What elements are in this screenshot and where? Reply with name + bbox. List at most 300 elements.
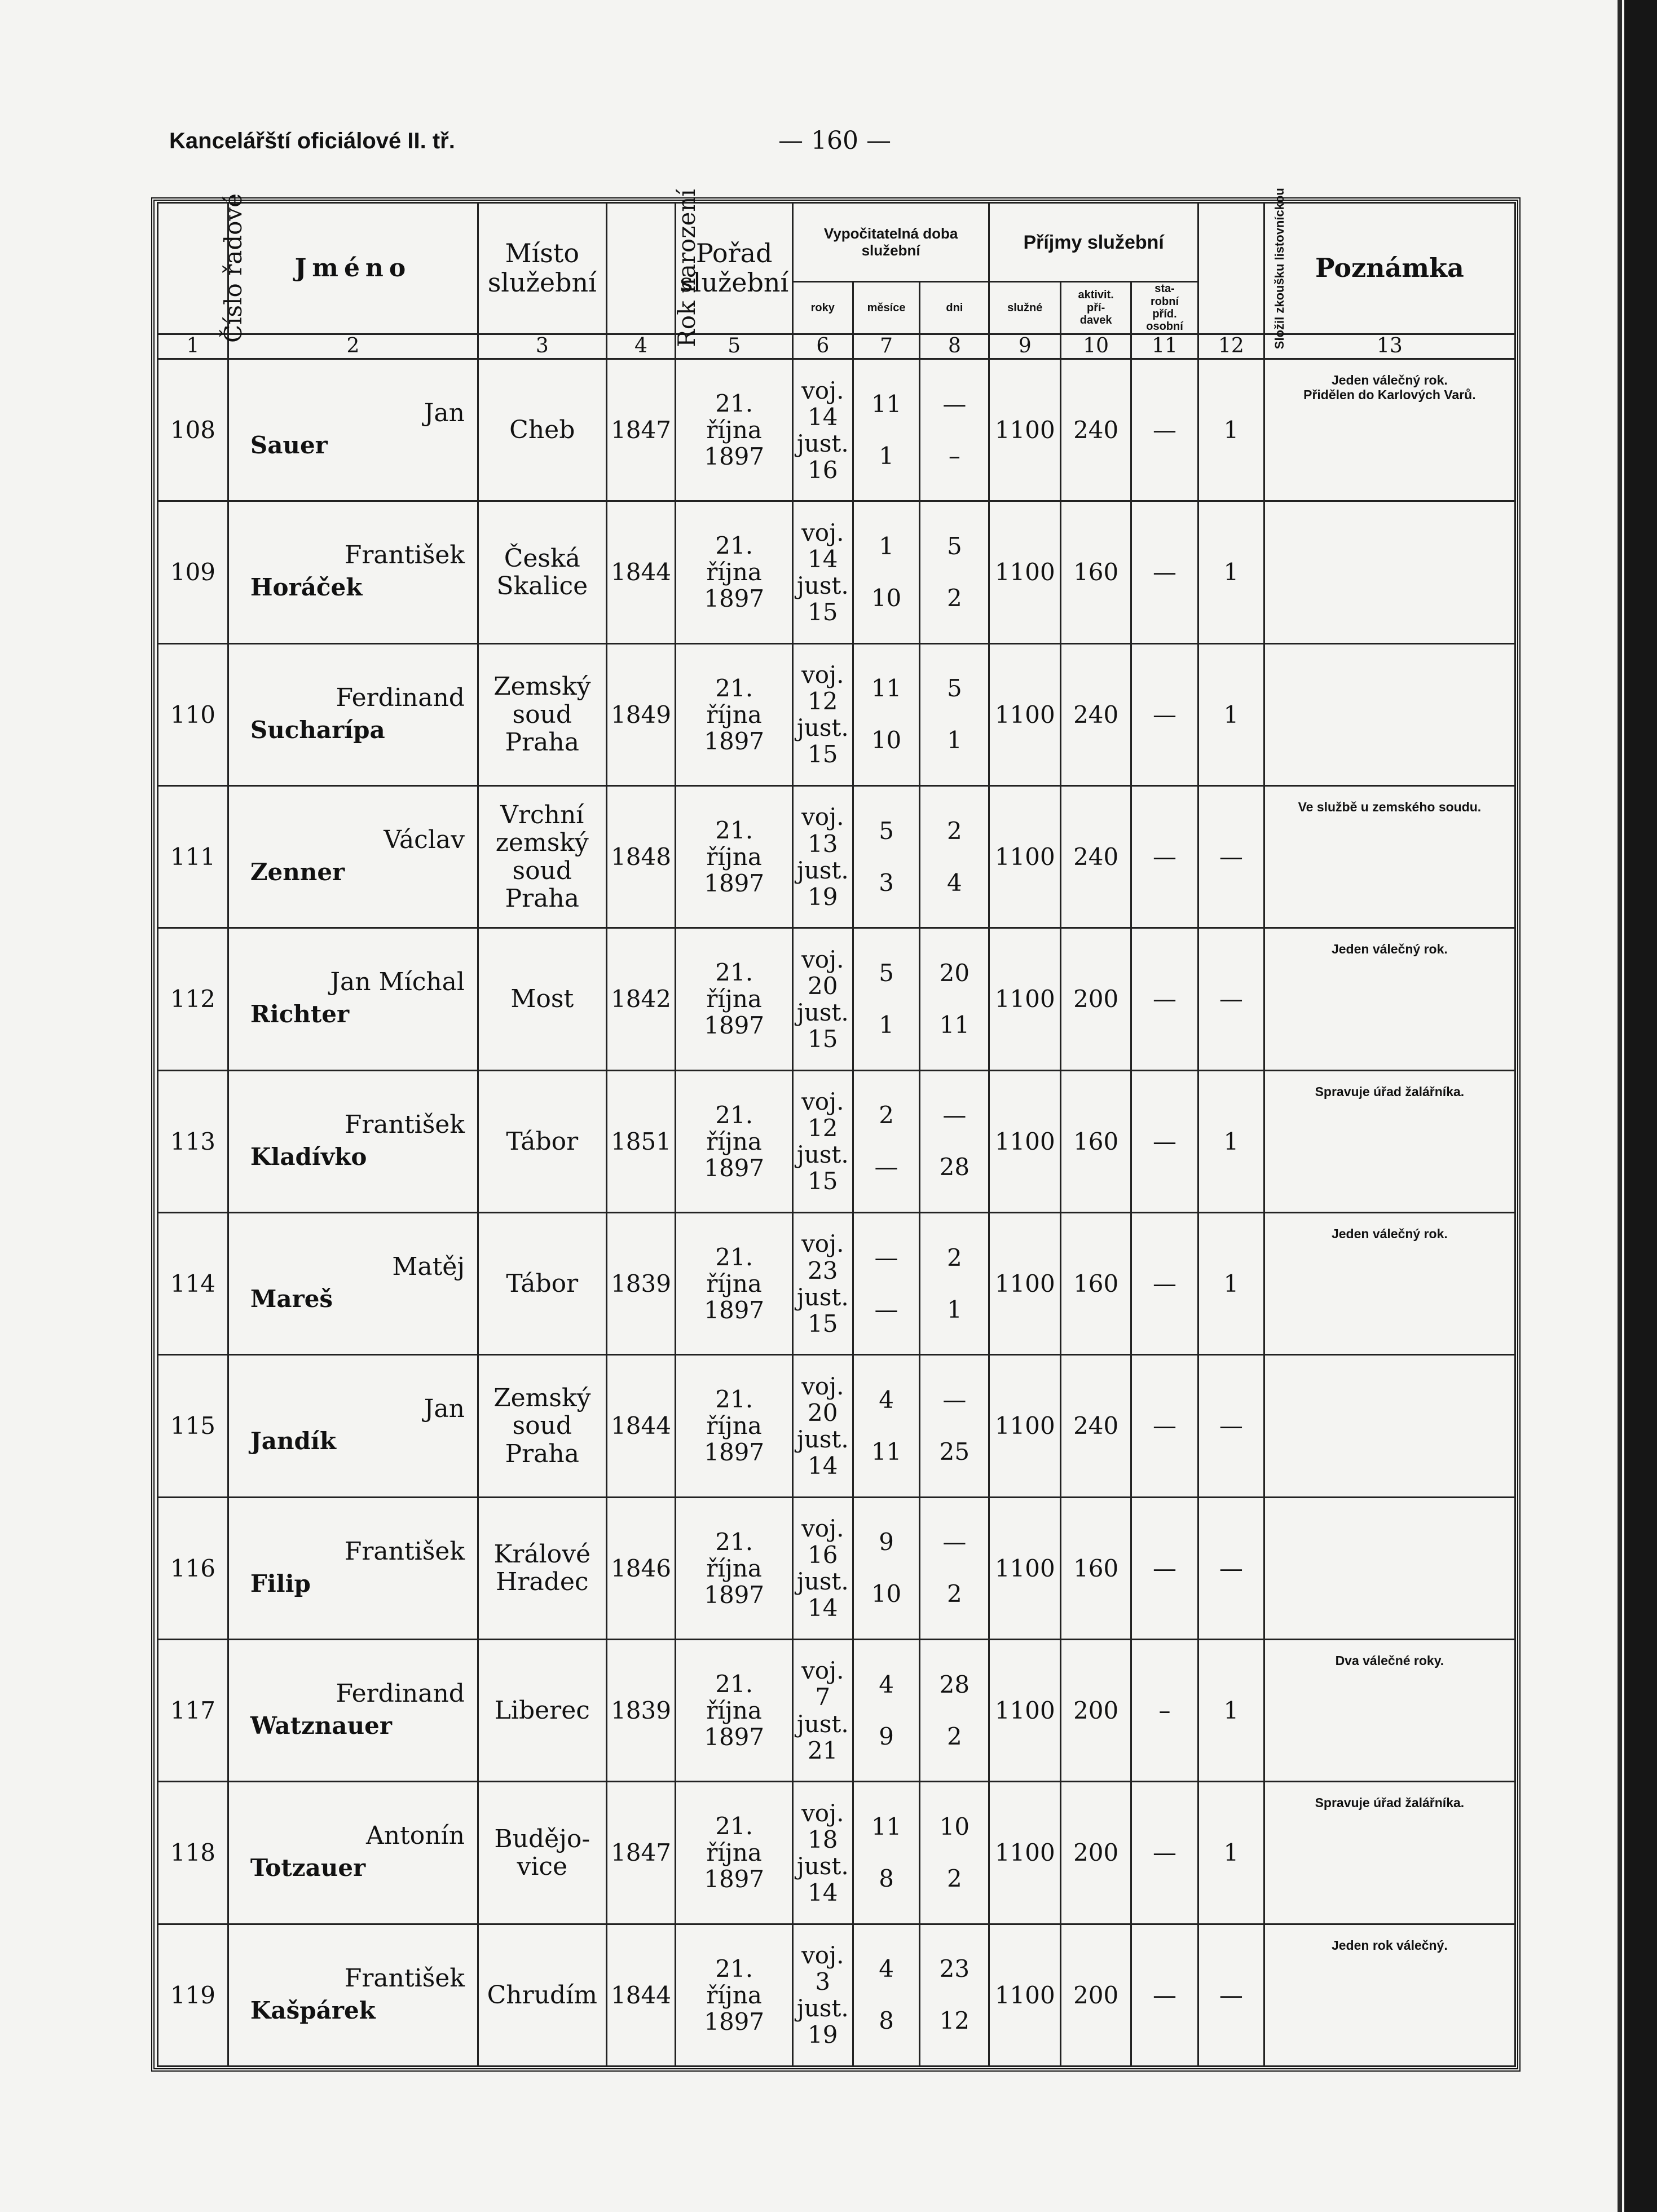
months-cell	[853, 1782, 920, 1924]
months-cell	[853, 1639, 920, 1781]
days-cell	[920, 1782, 989, 1924]
activity-allowance: 240	[1061, 1355, 1131, 1497]
activity-allowance: 240	[1061, 785, 1131, 928]
order-line: října	[706, 1554, 762, 1582]
order-line: října	[706, 416, 762, 444]
salary: 1100	[989, 1639, 1061, 1781]
remark-line: Přidělen do Karlových Varů.	[1303, 387, 1476, 402]
months-bottom: 8	[879, 2007, 894, 2035]
remark-line: Jeden válečný rok.	[1331, 372, 1448, 387]
header-zkouska: Složil zkoušku listovníckou	[1198, 203, 1264, 334]
order-cell	[676, 643, 792, 785]
given-name: Václav	[384, 825, 465, 854]
place-cell	[478, 928, 606, 1070]
exam-passed: 1	[1198, 1212, 1264, 1354]
order-line: 21.	[715, 390, 753, 418]
row-number: 117	[158, 1639, 228, 1781]
years-line: voj.	[801, 1230, 844, 1258]
order-cell	[676, 1355, 792, 1497]
years-line: 15	[808, 598, 838, 626]
remark-cell	[1264, 1212, 1515, 1354]
surname: Totzauer	[250, 1854, 366, 1882]
personal-allowance: —	[1131, 359, 1198, 501]
days-top: —	[942, 1101, 967, 1129]
order-cell	[676, 501, 792, 643]
years-line: 20	[808, 1398, 838, 1427]
given-name: František	[344, 1537, 465, 1566]
months-cell	[853, 501, 920, 643]
activity-allowance: 160	[1061, 1497, 1131, 1639]
order-cell	[676, 928, 792, 1070]
order-line: října	[706, 558, 762, 586]
place-line: Česká	[504, 544, 580, 573]
days-bottom: 4	[947, 868, 962, 897]
months-top: 5	[879, 816, 894, 845]
order-cell	[676, 1639, 792, 1781]
days-bottom: 11	[939, 1010, 970, 1039]
order-line: 1897	[704, 443, 765, 471]
remark-cell	[1264, 643, 1515, 785]
table-row	[158, 1212, 1515, 1354]
years-line: 12	[808, 1114, 838, 1142]
birth-year: 1844	[606, 1924, 676, 2066]
order-line: 1897	[704, 1296, 765, 1324]
activity-allowance: 200	[1061, 928, 1131, 1070]
colnum: 2	[228, 334, 478, 359]
days-cell	[920, 359, 989, 501]
birth-year: 1851	[606, 1070, 676, 1212]
birth-year: 1839	[606, 1212, 676, 1354]
years-line: just.	[796, 856, 849, 884]
years-line: voj.	[801, 945, 844, 973]
place-cell	[478, 1212, 606, 1354]
months-top: 11	[871, 674, 902, 703]
order-line: října	[706, 843, 762, 871]
years-line: 15	[808, 1025, 838, 1053]
years-cell	[792, 1782, 853, 1924]
order-line: 21.	[715, 1812, 753, 1840]
given-name: František	[344, 1110, 465, 1139]
personal-allowance: —	[1131, 1070, 1198, 1212]
months-bottom: 1	[879, 1010, 894, 1039]
place-line: Budějo-	[494, 1824, 590, 1853]
order-line: 21.	[715, 1670, 753, 1698]
months-top: 11	[871, 390, 902, 418]
name-cell	[228, 1497, 478, 1639]
remark-cell	[1264, 1497, 1515, 1639]
remark-line: Ve službě u zemského soudu.	[1298, 799, 1482, 814]
table-row	[158, 1639, 1515, 1781]
name-cell	[228, 1782, 478, 1924]
months-cell	[853, 359, 920, 501]
months-top: 11	[871, 1812, 902, 1840]
given-name: František	[344, 1963, 465, 1993]
days-bottom: 2	[947, 1864, 962, 1892]
order-line: října	[706, 1127, 762, 1155]
months-cell	[853, 1070, 920, 1212]
activity-allowance: 240	[1061, 643, 1131, 785]
row-number: 113	[158, 1070, 228, 1212]
remark-cell	[1264, 1782, 1515, 1924]
order-line: 1897	[704, 727, 765, 755]
header-poznamka: Poznámka	[1264, 203, 1515, 334]
row-number: 109	[158, 501, 228, 643]
place-line: Zemský	[493, 672, 591, 701]
place-cell	[478, 1782, 606, 1924]
row-number: 110	[158, 643, 228, 785]
order-line: 21.	[715, 674, 753, 702]
years-line: just.	[796, 429, 849, 457]
salary: 1100	[989, 501, 1061, 643]
place-line: soud	[512, 1411, 572, 1441]
row-number: 116	[158, 1497, 228, 1639]
place-cell	[478, 1497, 606, 1639]
place-cell	[478, 785, 606, 928]
years-line: voj.	[801, 1799, 844, 1827]
birth-year: 1844	[606, 501, 676, 643]
remark-cell	[1264, 501, 1515, 643]
days-cell	[920, 1355, 989, 1497]
order-line: 21.	[715, 816, 753, 844]
days-cell	[920, 1497, 989, 1639]
given-name: Jan	[424, 398, 465, 427]
exam-passed: —	[1198, 1355, 1264, 1497]
running-title: Kancelářští oficiálové II. tř.	[169, 129, 455, 153]
order-cell	[676, 785, 792, 928]
years-line: 14	[808, 403, 838, 431]
exam-passed: 1	[1198, 359, 1264, 501]
surname: Sucharípa	[250, 716, 385, 744]
table-row	[158, 1497, 1515, 1639]
years-line: voj.	[801, 1941, 844, 1970]
order-line: 1897	[704, 1438, 765, 1467]
name-cell	[228, 1355, 478, 1497]
header-cislo: Číslo řadové	[158, 203, 228, 334]
order-line: 1897	[704, 1012, 765, 1040]
table-row	[158, 785, 1515, 928]
months-cell	[853, 928, 920, 1070]
years-line: 18	[808, 1825, 838, 1853]
name-cell	[228, 643, 478, 785]
years-line: 13	[808, 829, 838, 858]
days-top: 5	[947, 532, 962, 560]
order-line: října	[706, 1981, 762, 2009]
days-cell	[920, 1212, 989, 1354]
order-line: 1897	[704, 2007, 765, 2036]
salary: 1100	[989, 928, 1061, 1070]
years-line: voj.	[801, 1088, 844, 1116]
header-sluzne: služné	[989, 282, 1061, 334]
years-line: 7	[815, 1683, 831, 1711]
order-line: 1897	[704, 1723, 765, 1751]
table-row	[158, 359, 1515, 501]
salary: 1100	[989, 1782, 1061, 1924]
header-misto: Místo služební	[478, 203, 606, 334]
remark-cell	[1264, 785, 1515, 928]
personal-allowance: —	[1131, 1355, 1198, 1497]
order-line: 21.	[715, 1385, 753, 1414]
colnum: 1	[158, 334, 228, 359]
salary: 1100	[989, 1070, 1061, 1212]
years-line: 21	[808, 1736, 838, 1764]
place-line: Skalice	[496, 571, 588, 601]
salary: 1100	[989, 1212, 1061, 1354]
row-number: 111	[158, 785, 228, 928]
exam-passed: —	[1198, 1497, 1264, 1639]
days-bottom: 12	[939, 2007, 970, 2035]
months-bottom: 9	[879, 1722, 894, 1750]
days-top: 2	[947, 816, 962, 845]
days-bottom: 2	[947, 1580, 962, 1608]
years-line: just.	[796, 1852, 849, 1880]
personal-allowance: —	[1131, 1924, 1198, 2066]
header-starobni: sta- robní příd. osobní	[1131, 282, 1198, 334]
years-line: just.	[796, 571, 849, 599]
order-line: října	[706, 1412, 762, 1440]
birth-year: 1847	[606, 1782, 676, 1924]
colnum: 5	[676, 334, 792, 359]
colnum: 4	[606, 334, 676, 359]
surname: Jandík	[250, 1427, 336, 1455]
years-line: 14	[808, 1594, 838, 1622]
remark-cell	[1264, 928, 1515, 1070]
surname: Watznauer	[250, 1711, 392, 1739]
header-doba: Vypočitatelná doba služební	[792, 203, 989, 282]
salary: 1100	[989, 1924, 1061, 2066]
exam-passed: 1	[1198, 643, 1264, 785]
years-cell	[792, 643, 853, 785]
months-top: 4	[879, 1385, 894, 1414]
years-line: just.	[796, 1568, 849, 1596]
remark-line: Spravuje úřad žalářníka.	[1315, 1084, 1465, 1099]
years-line: 20	[808, 972, 838, 1000]
order-line: 1897	[704, 869, 765, 898]
surname: Horáček	[250, 573, 363, 602]
exam-passed: 1	[1198, 1782, 1264, 1924]
place-line: Praha	[505, 884, 579, 913]
years-line: voj.	[801, 661, 844, 689]
days-bottom: 1	[947, 1295, 962, 1323]
years-line: just.	[796, 998, 849, 1026]
years-line: voj.	[801, 1515, 844, 1543]
place-line: soud	[512, 700, 572, 729]
place-line: Zemský	[493, 1383, 591, 1412]
header-jmeno: Jméno	[228, 203, 478, 334]
header-mesice: měsíce	[853, 282, 920, 334]
salary: 1100	[989, 643, 1061, 785]
years-line: voj.	[801, 803, 844, 831]
years-line: 16	[808, 1541, 838, 1569]
order-cell	[676, 1212, 792, 1354]
scan-border	[1624, 0, 1657, 2212]
years-line: 19	[808, 882, 838, 911]
given-name: Ferdinand	[336, 1679, 465, 1708]
exam-passed: 1	[1198, 1070, 1264, 1212]
years-line: 15	[808, 1167, 838, 1195]
activity-allowance: 240	[1061, 359, 1131, 501]
days-bottom: –	[948, 441, 960, 470]
years-line: just.	[796, 1994, 849, 2023]
years-cell	[792, 1639, 853, 1781]
remark-line: Jeden válečný rok.	[1331, 1226, 1448, 1241]
months-bottom: 11	[871, 1437, 902, 1465]
place-cell	[478, 1355, 606, 1497]
row-number: 108	[158, 359, 228, 501]
header-porad: Pořad služební	[676, 203, 792, 334]
years-line: 14	[808, 1451, 838, 1480]
table-row	[158, 928, 1515, 1070]
row-number: 114	[158, 1212, 228, 1354]
remark-cell	[1264, 1924, 1515, 2066]
months-bottom: 10	[871, 1580, 902, 1608]
salary: 1100	[989, 1497, 1061, 1639]
days-bottom: 1	[947, 726, 962, 754]
months-top: 4	[879, 1670, 894, 1698]
exam-passed: —	[1198, 928, 1264, 1070]
place-line: Chrudím	[487, 1980, 597, 2010]
place-line: Liberec	[494, 1696, 590, 1725]
name-cell	[228, 1070, 478, 1212]
name-cell	[228, 1924, 478, 2066]
activity-allowance: 160	[1061, 501, 1131, 643]
birth-year: 1844	[606, 1355, 676, 1497]
order-cell	[676, 1924, 792, 2066]
table-row	[158, 1782, 1515, 1924]
order-line: 21.	[715, 532, 753, 560]
colnum: 12	[1198, 334, 1264, 359]
register-table	[157, 187, 1516, 2067]
order-line: 1897	[704, 1580, 765, 1609]
activity-allowance: 200	[1061, 1782, 1131, 1924]
years-line: just.	[796, 1710, 849, 1738]
given-name: Ferdinand	[336, 683, 465, 712]
remark-cell	[1264, 1355, 1515, 1497]
personal-allowance: —	[1131, 1497, 1198, 1639]
order-line: 21.	[715, 1243, 753, 1271]
place-line: Vrchní	[500, 801, 584, 830]
header-prijmy: Příjmy služební	[989, 203, 1198, 282]
order-line: 21.	[715, 959, 753, 987]
colnum: 6	[792, 334, 853, 359]
header-rok: Rok narození	[606, 203, 676, 334]
given-name: Jan Míchal	[330, 968, 465, 997]
days-top: 5	[947, 674, 962, 703]
personal-allowance: —	[1131, 1212, 1198, 1354]
years-line: just.	[796, 1425, 849, 1453]
order-line: 1897	[704, 1154, 765, 1182]
months-bottom: 1	[879, 441, 894, 470]
table-row	[158, 1355, 1515, 1497]
surname: Sauer	[250, 431, 328, 459]
order-cell	[676, 1782, 792, 1924]
place-line: Most	[510, 984, 574, 1014]
order-cell	[676, 1497, 792, 1639]
months-bottom: 10	[871, 584, 902, 612]
given-name: František	[344, 541, 465, 570]
place-line: Hradec	[496, 1568, 589, 1597]
order-line: října	[706, 1839, 762, 1867]
personal-allowance: —	[1131, 928, 1198, 1070]
months-bottom: 10	[871, 726, 902, 754]
row-number: 119	[158, 1924, 228, 2066]
personal-allowance: –	[1131, 1639, 1198, 1781]
exam-passed: —	[1198, 785, 1264, 928]
name-cell	[228, 359, 478, 501]
activity-allowance: 200	[1061, 1639, 1131, 1781]
given-name: Jan	[424, 1394, 465, 1424]
birth-year: 1842	[606, 928, 676, 1070]
order-cell	[676, 1070, 792, 1212]
months-top: 2	[879, 1101, 894, 1129]
name-cell	[228, 1212, 478, 1354]
place-line: Praha	[505, 727, 579, 757]
salary: 1100	[989, 359, 1061, 501]
days-top: 20	[939, 959, 970, 987]
place-line: soud	[512, 856, 572, 885]
birth-year: 1839	[606, 1639, 676, 1781]
years-cell	[792, 1070, 853, 1212]
activity-allowance: 200	[1061, 1924, 1131, 2066]
days-cell	[920, 501, 989, 643]
months-bottom: —	[874, 1153, 898, 1181]
order-line: října	[706, 700, 762, 728]
years-line: 12	[808, 687, 838, 716]
activity-allowance: 160	[1061, 1070, 1131, 1212]
birth-year: 1847	[606, 359, 676, 501]
months-bottom: 3	[879, 868, 894, 897]
months-top: 1	[879, 532, 894, 560]
years-line: just.	[796, 1283, 849, 1311]
exam-passed: 1	[1198, 501, 1264, 643]
years-line: just.	[796, 714, 849, 742]
months-cell	[853, 785, 920, 928]
order-line: října	[706, 1697, 762, 1724]
years-line: just.	[796, 1141, 849, 1169]
page-edge-line	[1618, 0, 1622, 2212]
name-cell	[228, 501, 478, 643]
salary: 1100	[989, 1355, 1061, 1497]
header-dni: dni	[920, 282, 989, 334]
order-line: 21.	[715, 1954, 753, 1983]
years-cell	[792, 785, 853, 928]
table-row	[158, 1070, 1515, 1212]
remark-line: Jeden rok válečný.	[1331, 1937, 1448, 1953]
years-line: voj.	[801, 376, 844, 404]
order-line: 21.	[715, 1101, 753, 1129]
days-bottom: 2	[947, 584, 962, 612]
place-line: Praha	[505, 1439, 579, 1468]
birth-year: 1849	[606, 643, 676, 785]
days-cell	[920, 1924, 989, 2066]
header-roky: roky	[792, 282, 853, 334]
surname: Kladívko	[250, 1142, 367, 1171]
column-number-row	[158, 334, 1515, 359]
days-bottom: 25	[939, 1437, 970, 1465]
days-cell	[920, 1070, 989, 1212]
birth-year: 1846	[606, 1497, 676, 1639]
months-top: 5	[879, 959, 894, 987]
days-top: 23	[939, 1955, 970, 1983]
years-line: 14	[808, 1878, 838, 1906]
remark-cell	[1264, 359, 1515, 501]
colnum: 13	[1264, 334, 1515, 359]
name-cell	[228, 928, 478, 1070]
surname: Mareš	[250, 1284, 333, 1313]
exam-passed: —	[1198, 1924, 1264, 2066]
place-cell	[478, 1639, 606, 1781]
years-line: 14	[808, 545, 838, 573]
months-top: —	[874, 1243, 898, 1271]
